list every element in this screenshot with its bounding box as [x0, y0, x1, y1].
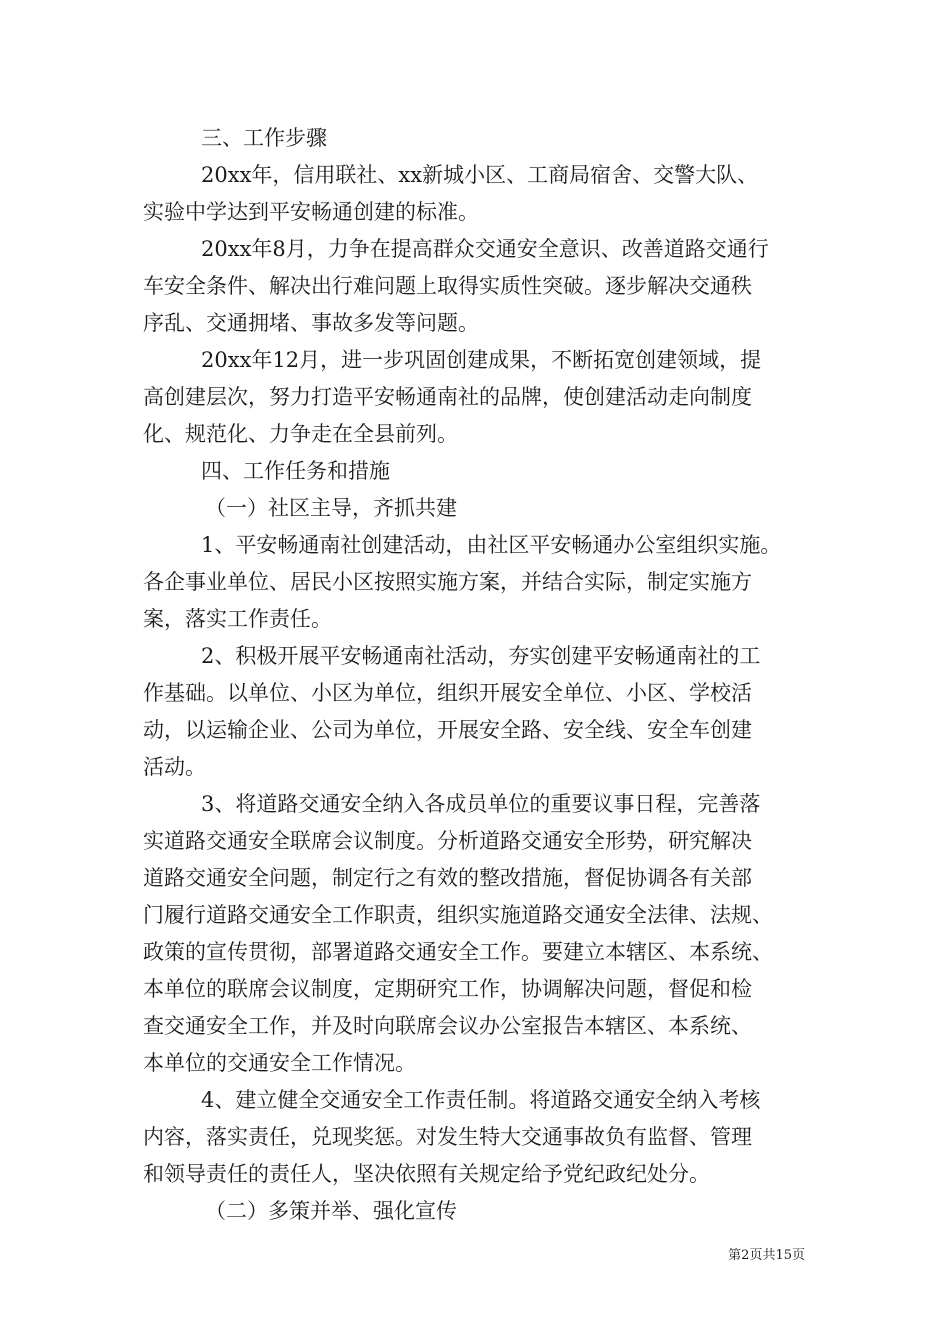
paragraph-line: 车安全条件、解决出行难问题上取得实质性突破。逐步解决交通秩	[143, 274, 752, 298]
paragraph-line: 实验中学达到平安畅通创建的标准。	[143, 200, 479, 224]
paragraph-line: 4、建立健全交通安全工作责任制。将道路交通安全纳入考核	[201, 1088, 761, 1112]
paragraph-line: 实道路交通安全联席会议制度。分析道路交通安全形势，研究解决	[143, 829, 752, 853]
paragraph-line: 本单位的联席会议制度，定期研究工作，协调解决问题，督促和检	[143, 977, 752, 1001]
paragraph-line: 高创建层次，努力打造平安畅通南社的品牌，使创建活动走向制度	[143, 385, 752, 409]
paragraph-line: 20xx年，信用联社、xx新城小区、工商局宿舍、交警大队、	[201, 163, 759, 187]
paragraph-line: 案，落实工作责任。	[143, 607, 332, 631]
paragraph-line: 本单位的交通安全工作情况。	[143, 1051, 416, 1075]
subsection-heading: （一）社区主导，齐抓共建	[205, 496, 457, 520]
paragraph-line: 化、规范化、力争走在全县前列。	[143, 422, 458, 446]
paragraph-line: 各企事业单位、居民小区按照实施方案，并结合实际，制定实施方	[143, 570, 752, 594]
paragraph-line: 道路交通安全问题，制定行之有效的整改措施，督促协调各有关部	[143, 866, 752, 890]
paragraph-line: 序乱、交通拥堵、事故多发等问题。	[143, 311, 479, 335]
paragraph-line: 内容，落实责任，兑现奖惩。对发生特大交通事故负有监督、管理	[143, 1125, 752, 1149]
paragraph-line: 20xx年12月，进一步巩固创建成果，不断拓宽创建领域，提	[201, 348, 762, 372]
document-body	[143, 120, 813, 1230]
paragraph-line: 作基础。以单位、小区为单位，组织开展安全单位、小区、学校活	[143, 681, 752, 705]
paragraph-line: 和领导责任的责任人，坚决依照有关规定给予党纪政纪处分。	[143, 1162, 710, 1186]
section-heading: 三、工作步骤	[201, 126, 327, 150]
paragraph-line: 门履行道路交通安全工作职责，组织实施道路交通安全法律、法规、	[143, 903, 773, 927]
paragraph-line: 1、平安畅通南社创建活动，由社区平安畅通办公室组织实施。	[201, 533, 782, 557]
paragraph-line: 2、积极开展平安畅通南社活动，夯实创建平安畅通南社的工	[201, 644, 761, 668]
paragraph-line: 动，以运输企业、公司为单位，开展安全路、安全线、安全车创建	[143, 718, 752, 742]
section-heading: 四、工作任务和措施	[201, 459, 390, 483]
page-number: 第2页共15页	[728, 1248, 805, 1263]
paragraph-line: 查交通安全工作，并及时向联席会议办公室报告本辖区、本系统、	[143, 1014, 752, 1038]
paragraph-line: 3、将道路交通安全纳入各成员单位的重要议事日程，完善落	[201, 792, 761, 816]
paragraph-line: 活动。	[143, 755, 206, 779]
subsection-heading: （二）多策并举、强化宣传	[205, 1199, 457, 1223]
paragraph-line: 20xx年8月，力争在提高群众交通安全意识、改善道路交通行	[201, 237, 769, 261]
paragraph-line: 政策的宣传贯彻，部署道路交通安全工作。要建立本辖区、本系统、	[143, 940, 773, 964]
